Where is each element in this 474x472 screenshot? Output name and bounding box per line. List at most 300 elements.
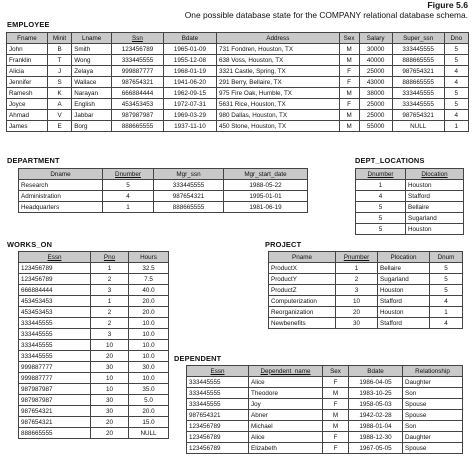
table-cell: Reorganization — [269, 307, 336, 318]
table-cell: 2 — [91, 318, 129, 329]
table-cell: 10 — [336, 296, 378, 307]
table-cell: Wallace — [72, 77, 112, 88]
table-cell: Michael — [249, 421, 323, 432]
table-cell: 15.0 — [129, 417, 169, 428]
table-cell: Daughter — [403, 377, 463, 388]
table-cell: 333445555 — [111, 55, 163, 66]
column-header: Lname — [72, 33, 112, 44]
table-cell: 1969-03-29 — [163, 110, 216, 121]
column-header: Salary — [359, 33, 392, 44]
table-cell: 987987987 — [111, 110, 163, 121]
table-cell: 731 Fondren, Houston, TX — [216, 44, 339, 55]
table-cell: Stafford — [378, 318, 430, 329]
employee-label: EMPLOYEE — [7, 20, 50, 29]
table-cell: 5 — [430, 263, 463, 274]
table-cell: 5.0 — [129, 395, 169, 406]
table-cell: Ramesh — [7, 88, 48, 99]
table-cell: 1972-07-31 — [163, 99, 216, 110]
table-row — [19, 384, 169, 395]
table-row — [19, 274, 169, 285]
table-cell: 987654321 — [19, 406, 91, 417]
column-header: Mgr_start_date — [224, 169, 308, 180]
table-cell: Smith — [72, 44, 112, 55]
table-row — [187, 377, 463, 388]
table-cell: James — [7, 121, 48, 132]
table-row — [19, 285, 169, 296]
table-cell: Administration — [19, 191, 103, 202]
column-header: Bdate — [349, 366, 403, 377]
table-cell: 1 — [336, 263, 378, 274]
table-cell: 10.0 — [129, 373, 169, 384]
table-cell: 987654321 — [392, 110, 444, 121]
table-cell: 1988-05-22 — [224, 180, 308, 191]
table-cell: 888665555 — [392, 55, 444, 66]
table-cell: 1962-09-15 — [163, 88, 216, 99]
table-row — [19, 362, 169, 373]
table-row — [7, 66, 469, 77]
dept-locations-table — [355, 168, 464, 235]
table-cell: 3321 Castle, Spring, TX — [216, 66, 339, 77]
table-row — [7, 77, 469, 88]
column-header: Dependent_name — [249, 366, 323, 377]
figure-caption — [185, 1, 468, 20]
table-cell: Computerization — [269, 296, 336, 307]
table-row — [187, 388, 463, 399]
table-row — [187, 421, 463, 432]
table-cell: NULL — [129, 428, 169, 439]
table-cell: Zelaya — [72, 66, 112, 77]
table-cell: T — [47, 55, 71, 66]
table-row — [269, 263, 463, 274]
table-cell: F — [323, 399, 349, 410]
table-row — [356, 202, 464, 213]
table-cell: F — [339, 77, 359, 88]
table-cell: 450 Stone, Houston, TX — [216, 121, 339, 132]
table-cell: 5 — [430, 285, 463, 296]
table-cell: F — [323, 377, 349, 388]
column-header: Fname — [7, 33, 48, 44]
dept-locations-label: DEPT_LOCATIONS — [355, 156, 425, 165]
table-cell: 453453453 — [19, 296, 91, 307]
column-header: Sex — [323, 366, 349, 377]
table-cell: 123456789 — [187, 421, 249, 432]
table-cell: 5 — [444, 44, 468, 55]
column-header: Dnumber — [103, 169, 154, 180]
table-cell: Joy — [249, 399, 323, 410]
table-cell: 333445555 — [392, 88, 444, 99]
header-row — [269, 252, 463, 263]
table-row — [356, 191, 464, 202]
table-cell: John — [7, 44, 48, 55]
column-header: Pnumber — [336, 252, 378, 263]
table-cell: 4 — [430, 296, 463, 307]
table-cell: 980 Dallas, Houston, TX — [216, 110, 339, 121]
table-cell: 987654321 — [392, 66, 444, 77]
table-cell: 1958-05-03 — [349, 399, 403, 410]
table-cell: Stafford — [378, 296, 430, 307]
table-cell: Alicia — [7, 66, 48, 77]
table-cell: Houston — [378, 285, 430, 296]
table-cell: 25000 — [359, 99, 392, 110]
table-cell: Bellaire — [378, 263, 430, 274]
project-label: PROJECT — [265, 240, 302, 249]
table-cell: 55000 — [359, 121, 392, 132]
column-header: Essn — [187, 366, 249, 377]
table-cell: 1 — [430, 307, 463, 318]
table-cell: Son — [403, 388, 463, 399]
table-cell: 333445555 — [154, 180, 224, 191]
table-cell: F — [323, 432, 349, 443]
table-cell: 333445555 — [392, 99, 444, 110]
table-cell: 333445555 — [187, 399, 249, 410]
table-cell: 333445555 — [19, 329, 91, 340]
table-cell: 333445555 — [19, 318, 91, 329]
table-cell: 3 — [336, 285, 378, 296]
table-cell: 2 — [336, 274, 378, 285]
column-header: Address — [216, 33, 339, 44]
table-cell: S — [47, 77, 71, 88]
table-cell: 25000 — [359, 110, 392, 121]
table-cell: Houston — [406, 224, 464, 235]
table-cell: 453453453 — [19, 307, 91, 318]
table-cell: M — [339, 55, 359, 66]
table-cell: M — [339, 88, 359, 99]
column-header: Plocation — [378, 252, 430, 263]
table-cell: 10 — [91, 373, 129, 384]
table-row — [356, 213, 464, 224]
table-cell: Research — [19, 180, 103, 191]
table-cell: 2 — [91, 274, 129, 285]
table-cell: 333445555 — [19, 340, 91, 351]
table-row — [187, 399, 463, 410]
table-cell: 10.0 — [129, 329, 169, 340]
table-cell: 3 — [91, 329, 129, 340]
column-header: Dnumber — [356, 169, 406, 180]
column-header: Pno — [91, 252, 129, 263]
table-cell: Joyce — [7, 99, 48, 110]
table-cell: Alice — [249, 377, 323, 388]
works-on-label: WORKS_ON — [7, 240, 53, 249]
table-cell: 10 — [91, 340, 129, 351]
table-cell: 20 — [91, 428, 129, 439]
table-cell: 30 — [91, 406, 129, 417]
table-cell: 20 — [91, 351, 129, 362]
table-cell: Alice — [249, 432, 323, 443]
table-cell: M — [339, 110, 359, 121]
table-cell: 987654321 — [111, 77, 163, 88]
table-cell: 123456789 — [111, 44, 163, 55]
table-row — [356, 224, 464, 235]
table-cell: 888665555 — [111, 121, 163, 132]
table-cell: 333445555 — [19, 351, 91, 362]
table-cell: 32.5 — [129, 263, 169, 274]
table-cell: Elizabeth — [249, 443, 323, 454]
table-cell: 4 — [430, 318, 463, 329]
column-header: Super_ssn — [392, 33, 444, 44]
column-header: Dno — [444, 33, 468, 44]
table-cell: 975 Fire Oak, Humble, TX — [216, 88, 339, 99]
table-cell: Jabbar — [72, 110, 112, 121]
column-header: Mgr_ssn — [154, 169, 224, 180]
table-cell: Son — [403, 421, 463, 432]
table-row — [269, 307, 463, 318]
employee-table — [6, 32, 469, 132]
table-cell: 30.0 — [129, 362, 169, 373]
table-row — [19, 329, 169, 340]
header-row — [19, 169, 308, 180]
table-cell: 1983-10-25 — [349, 388, 403, 399]
table-row — [19, 191, 308, 202]
table-row — [19, 417, 169, 428]
column-header: Dlocation — [406, 169, 464, 180]
table-cell: 4 — [103, 191, 154, 202]
table-cell: 20.0 — [129, 296, 169, 307]
table-cell: 1986-04-05 — [349, 377, 403, 388]
table-cell: Stafford — [406, 191, 464, 202]
table-cell: 1965-01-09 — [163, 44, 216, 55]
column-header: Bdate — [163, 33, 216, 44]
table-cell: 123456789 — [187, 432, 249, 443]
table-cell: 999887777 — [19, 373, 91, 384]
column-header: Essn — [19, 252, 91, 263]
table-cell: Spouse — [403, 399, 463, 410]
table-cell: 999887777 — [19, 362, 91, 373]
table-row — [7, 121, 469, 132]
column-header: Sex — [339, 33, 359, 44]
table-cell: Spouse — [403, 410, 463, 421]
table-cell: E — [47, 121, 71, 132]
table-cell: 1995-01-01 — [224, 191, 308, 202]
table-cell: 1988-01-04 — [349, 421, 403, 432]
table-cell: 5 — [430, 274, 463, 285]
table-cell: 38000 — [359, 88, 392, 99]
table-cell: M — [323, 421, 349, 432]
table-cell: 987987987 — [19, 384, 91, 395]
dependent-label: DEPENDENT — [174, 354, 222, 363]
table-row — [19, 202, 308, 213]
table-cell: M — [339, 121, 359, 132]
table-row — [19, 428, 169, 439]
table-cell: 291 Berry, Bellaire, TX — [216, 77, 339, 88]
table-cell: 3 — [91, 285, 129, 296]
table-cell: Franklin — [7, 55, 48, 66]
table-cell: 123456789 — [19, 263, 91, 274]
table-row — [19, 406, 169, 417]
table-cell: 20 — [336, 307, 378, 318]
table-cell: Borg — [72, 121, 112, 132]
table-cell: 25000 — [359, 66, 392, 77]
table-row — [7, 88, 469, 99]
table-cell: 987987987 — [19, 395, 91, 406]
table-cell: F — [339, 99, 359, 110]
table-cell: 999887777 — [111, 66, 163, 77]
table-row — [356, 180, 464, 191]
table-cell: 4 — [444, 66, 468, 77]
table-cell: 4 — [444, 77, 468, 88]
figure-description: One possible database state for the COMPANY relational database schema. — [184, 9, 468, 20]
table-cell: F — [323, 443, 349, 454]
table-cell: M — [323, 410, 349, 421]
table-cell: Abner — [249, 410, 323, 421]
table-cell: 10.0 — [129, 351, 169, 362]
table-cell: 333445555 — [187, 377, 249, 388]
table-cell: 35.0 — [129, 384, 169, 395]
table-cell: 5 — [103, 180, 154, 191]
table-cell: NULL — [392, 121, 444, 132]
table-row — [19, 351, 169, 362]
table-cell: 20.0 — [129, 406, 169, 417]
table-cell: 5 — [356, 213, 406, 224]
table-cell: ProductX — [269, 263, 336, 274]
table-cell: 30 — [91, 395, 129, 406]
column-header: Hours — [129, 252, 169, 263]
table-cell: Sugarland — [406, 213, 464, 224]
department-table — [18, 168, 308, 213]
table-cell: 5 — [444, 88, 468, 99]
table-cell: Sugarland — [378, 274, 430, 285]
table-cell: Houston — [406, 180, 464, 191]
table-cell: 30 — [336, 318, 378, 329]
project-table — [268, 251, 463, 329]
table-cell: 1 — [103, 202, 154, 213]
figure-number: Figure 5.6 — [427, 0, 468, 10]
column-header: Pname — [269, 252, 336, 263]
table-cell: 987654321 — [154, 191, 224, 202]
table-row — [269, 318, 463, 329]
column-header: Dname — [19, 169, 103, 180]
table-cell: 10.0 — [129, 340, 169, 351]
works-on-table — [18, 251, 169, 439]
table-cell: K — [47, 88, 71, 99]
header-row — [19, 252, 169, 263]
table-cell: 888665555 — [19, 428, 91, 439]
table-row — [7, 44, 469, 55]
table-row — [7, 110, 469, 121]
table-row — [19, 340, 169, 351]
table-cell: 1 — [91, 296, 129, 307]
column-header: Ssn — [111, 33, 163, 44]
table-cell: Wong — [72, 55, 112, 66]
table-cell: 987654321 — [187, 410, 249, 421]
column-header: Minit — [47, 33, 71, 44]
table-row — [187, 410, 463, 421]
table-cell: 4 — [444, 110, 468, 121]
table-row — [7, 55, 469, 66]
table-cell: 5631 Rice, Houston, TX — [216, 99, 339, 110]
table-cell: 1937-11-10 — [163, 121, 216, 132]
table-cell: Headquarters — [19, 202, 103, 213]
table-row — [187, 432, 463, 443]
table-cell: 30000 — [359, 44, 392, 55]
table-cell: 1941-06-20 — [163, 77, 216, 88]
table-cell: 1 — [91, 263, 129, 274]
table-cell: Newbenefits — [269, 318, 336, 329]
table-cell: 7.5 — [129, 274, 169, 285]
table-cell: 1 — [356, 180, 406, 191]
table-cell: 20.0 — [129, 307, 169, 318]
table-row — [19, 180, 308, 191]
table-cell: 5 — [356, 202, 406, 213]
table-cell: 5 — [356, 224, 406, 235]
column-header: Relationship — [403, 366, 463, 377]
table-row — [187, 443, 463, 454]
table-cell: 30 — [91, 362, 129, 373]
table-cell: Houston — [378, 307, 430, 318]
table-cell: 20 — [91, 417, 129, 428]
table-cell: A — [47, 99, 71, 110]
table-cell: ProductY — [269, 274, 336, 285]
table-cell: Theodore — [249, 388, 323, 399]
table-cell: 888665555 — [392, 77, 444, 88]
table-cell: 1988-12-30 — [349, 432, 403, 443]
table-row — [7, 99, 469, 110]
table-cell: 666884444 — [111, 88, 163, 99]
table-cell: 4 — [356, 191, 406, 202]
table-row — [19, 263, 169, 274]
table-row — [269, 274, 463, 285]
table-cell: Ahmad — [7, 110, 48, 121]
dependent-table — [186, 365, 463, 454]
table-cell: ProductZ — [269, 285, 336, 296]
table-row — [19, 373, 169, 384]
table-row — [269, 285, 463, 296]
department-label: DEPARTMENT — [7, 156, 60, 165]
table-cell: 987654321 — [19, 417, 91, 428]
table-cell: 453453453 — [111, 99, 163, 110]
table-row — [19, 307, 169, 318]
table-cell: 40.0 — [129, 285, 169, 296]
table-cell: 1955-12-08 — [163, 55, 216, 66]
table-cell: V — [47, 110, 71, 121]
table-cell: 40000 — [359, 55, 392, 66]
table-cell: 1967-05-05 — [349, 443, 403, 454]
table-cell: 10 — [91, 384, 129, 395]
table-cell: 638 Voss, Houston, TX — [216, 55, 339, 66]
table-cell: 123456789 — [19, 274, 91, 285]
table-cell: 10.0 — [129, 318, 169, 329]
table-cell: Daughter — [403, 432, 463, 443]
table-cell: 666884444 — [19, 285, 91, 296]
table-cell: 888665555 — [154, 202, 224, 213]
table-cell: M — [323, 388, 349, 399]
table-cell: 333445555 — [187, 388, 249, 399]
table-cell: Spouse — [403, 443, 463, 454]
table-cell: B — [47, 44, 71, 55]
table-cell: Jennifer — [7, 77, 48, 88]
table-cell: 43000 — [359, 77, 392, 88]
table-cell: 5 — [444, 55, 468, 66]
table-cell: 1 — [444, 121, 468, 132]
table-row — [19, 395, 169, 406]
table-row — [19, 296, 169, 307]
header-row — [7, 33, 469, 44]
table-cell: M — [339, 44, 359, 55]
table-cell: 2 — [91, 307, 129, 318]
table-cell: J — [47, 66, 71, 77]
table-cell: Bellaire — [406, 202, 464, 213]
header-row — [356, 169, 464, 180]
table-cell: 123456789 — [187, 443, 249, 454]
table-cell: English — [72, 99, 112, 110]
table-cell: Narayan — [72, 88, 112, 99]
table-cell: 1942-02-28 — [349, 410, 403, 421]
table-row — [19, 318, 169, 329]
table-cell: 5 — [444, 99, 468, 110]
table-cell: 1981-06-19 — [224, 202, 308, 213]
table-row — [269, 296, 463, 307]
table-cell: 1968-01-19 — [163, 66, 216, 77]
table-cell: 333445555 — [392, 44, 444, 55]
